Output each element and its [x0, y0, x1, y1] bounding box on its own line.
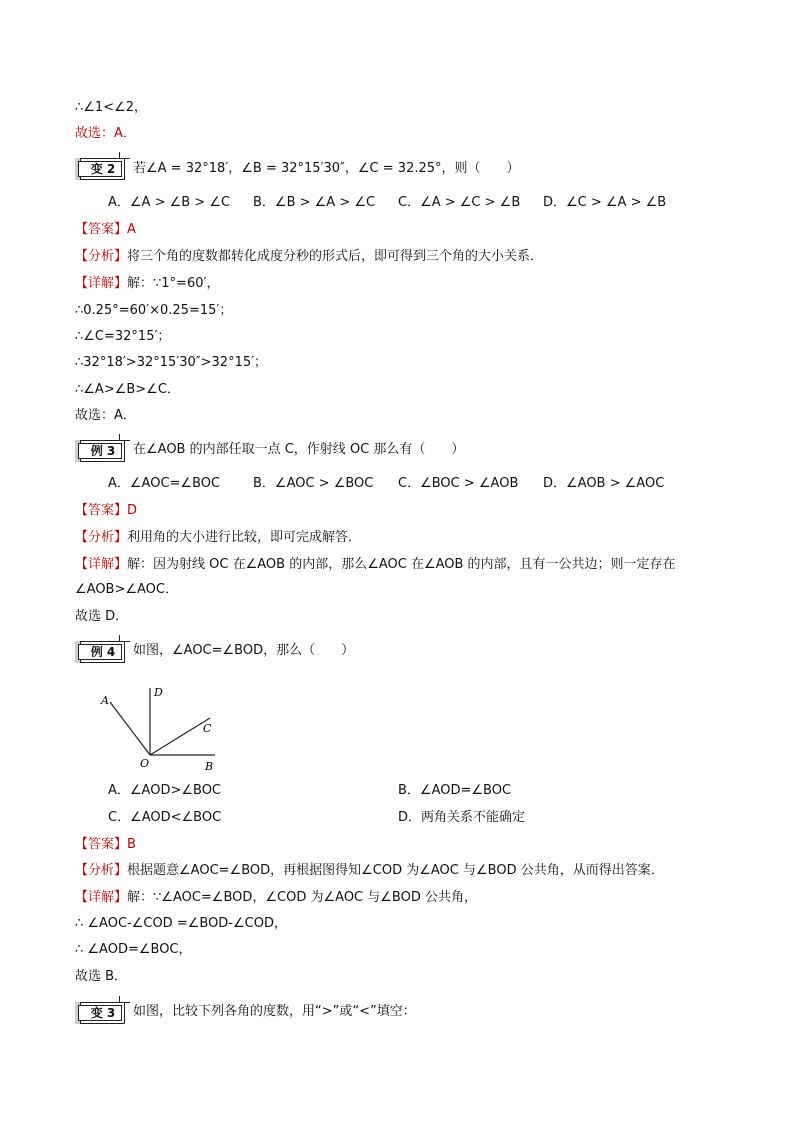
option-c: C．∠AOD<∠BOC	[108, 810, 222, 825]
option-b: B．∠AOD=∠BOC	[398, 783, 512, 798]
badge-label: 例 4	[90, 645, 116, 659]
detail-line: 【详解】解：因为射线 OC 在∠AOB 的内部，那么∠AOC 在∠AOB 的内部，且有一公共边；则一定存在	[75, 557, 676, 572]
option-c: C．∠BOC > ∠AOB	[398, 476, 519, 491]
option-a: A．∠AOD>∠BOC	[108, 783, 222, 798]
analysis-line: 【分析】将三个角的度数都转化成度分秒的形式后，即可得到三个角的大小关系．	[75, 249, 544, 264]
analysis-line: 【分析】根据题意∠AOC=∠BOD，再根据图得知∠COD 为∠AOC 与∠BOD 公共角，从而得出答案．	[75, 863, 664, 878]
question-text: 如图，∠AOC=∠BOD，那么（ ）	[133, 643, 355, 658]
option-b: B．∠B > ∠A > ∠C	[253, 195, 376, 210]
detail-line: ∠AOB>∠AOC．	[75, 582, 178, 597]
badge-label: 变 2	[90, 162, 116, 176]
section-badge	[75, 158, 125, 180]
section-badge	[75, 440, 125, 462]
detail-line: 【详解】解：∵1°=60′，	[75, 276, 220, 291]
step-line: ∴32°18′>32°15′30″>32°15′；	[75, 355, 268, 370]
step-line: ∴∠A>∠B>∠C．	[75, 382, 180, 397]
section-badge	[75, 1002, 125, 1024]
answer-line: 【答案】B	[75, 837, 136, 852]
label-d: D	[154, 686, 163, 699]
label-b: B	[205, 760, 214, 773]
label-a: A	[101, 694, 109, 707]
option-a: A．∠AOC=∠BOC	[108, 476, 221, 491]
option-a: A．∠A > ∠B > ∠C	[108, 195, 231, 210]
step-line: 故选 B．	[75, 969, 128, 984]
option-b: B．∠AOC > ∠BOC	[253, 476, 374, 491]
label-o: O	[140, 757, 150, 770]
step-line: ∴0.25°=60′×0.25=15′；	[75, 303, 233, 318]
answer-line: 【答案】D	[75, 503, 138, 518]
text-line: ∴∠1<∠2，	[75, 100, 148, 115]
option-d: D．∠C > ∠A > ∠B	[543, 195, 667, 210]
conclusion-line: 故选 D．	[75, 609, 129, 624]
step-line: 故选：A．	[75, 408, 136, 423]
step-line: ∴ ∠AOD=∠BOC，	[75, 942, 192, 957]
badge-label: 例 3	[90, 444, 116, 458]
answer-line: 【答案】A	[75, 222, 136, 237]
question-text: 若∠A = 32°18′，∠B = 32°15′30″，∠C = 32.25°，则（ ）	[133, 161, 520, 176]
section-badge	[75, 641, 125, 663]
step-line: ∴∠C=32°15′；	[75, 329, 171, 344]
text-line: 故选：A．	[75, 126, 136, 141]
option-d: D．∠AOB > ∠AOC	[543, 476, 665, 491]
question-text: 在∠AOB 的内部任取一点 C，作射线 OC 那么有（ ）	[133, 442, 465, 457]
ray-oa	[110, 702, 150, 755]
question-text: 如图，比较下列各角的度数，用“>”或“<”填空：	[133, 1004, 416, 1019]
label-c: C	[203, 722, 212, 735]
angle-figure	[95, 682, 225, 774]
option-c: C．∠A > ∠C > ∠B	[398, 195, 521, 210]
badge-label: 变 3	[90, 1006, 116, 1020]
option-d: D．两角关系不能确定	[398, 810, 526, 825]
ray-oc	[150, 718, 210, 755]
step-line: ∴ ∠AOC-∠COD =∠BOD-∠COD，	[75, 916, 287, 931]
analysis-line: 【分析】利用角的大小进行比较，即可完成解答．	[75, 530, 362, 545]
detail-line: 【详解】解：∵∠AOC=∠BOD，∠COD 为∠AOC 与∠BOD 公共角，	[75, 890, 477, 905]
